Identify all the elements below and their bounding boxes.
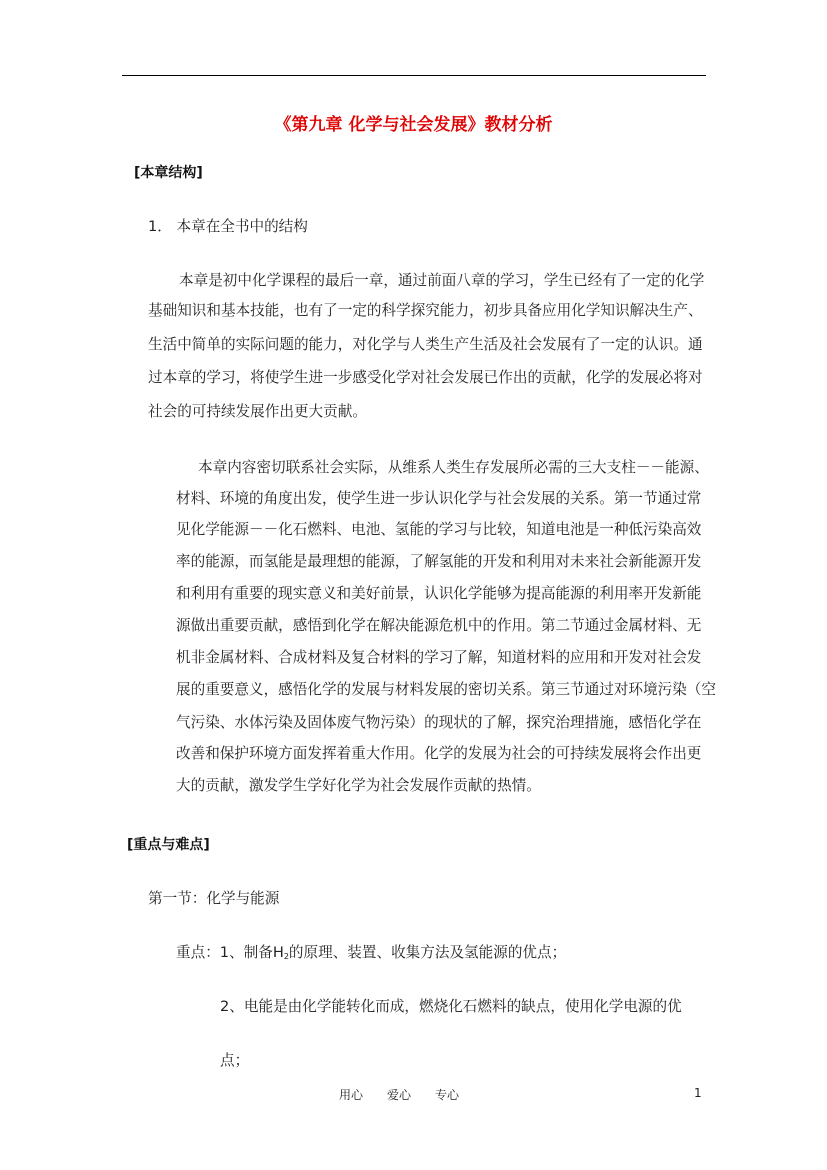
paragraph-2-line-7: 机非金属材料、合成材料及复合材料的学习了解，知道材料的应用和开发对社会发 [176, 649, 702, 666]
footer-motto: 用心 爱心 专心 [339, 1088, 460, 1102]
paragraph-2-line-6: 源做出重要贡献，感悟到化学在解决能源危机中的作用。第二节通过金属材料、无 [176, 617, 702, 634]
paragraph-2-line-11: 大的贡献，激发学生学好化学为社会发展作贡献的热情。 [176, 777, 541, 794]
paragraph-1-line-5: 社会的可持续发展作出更大贡献。 [148, 403, 367, 420]
paragraph-2-line-10: 改善和保护环境方面发挥着重大作用。化学的发展为社会的可持续发展将会作出更 [176, 745, 702, 762]
paragraph-2-line-4: 率的能源，而氢能是最理想的能源，了解氢能的开发和利用对未来社会新能源开发 [176, 553, 702, 570]
key-point-1-suffix: 的原理、装置、收集方法及氢能源的优点； [288, 944, 567, 961]
paragraph-2-line-5: 和利用有重要的现实意义和美好前景，认识化学能够为提高能源的利用率开发新能 [176, 585, 702, 602]
document-title: 《第九章 化学与社会发展》教材分析 [274, 115, 553, 135]
header-rule [122, 75, 706, 76]
paragraph-2-line-8: 展的重要意义，感悟化学的发展与材料发展的密切关系。第三节通过对环境污染（空 [176, 681, 716, 698]
key-point-1 [176, 941, 566, 962]
paragraph-1-line-3: 生活中简单的实际问题的能力，对化学与人类生产生活及社会发展有了一定的认识。通 [148, 336, 703, 353]
section-heading-key-points: [重点与难点] [127, 837, 210, 853]
key-point-2-line-1: 2、电能是由化学能转化而成，燃烧化石燃料的缺点，使用化学电源的优 [220, 998, 682, 1015]
lesson-1-heading: 第一节：化学与能源 [148, 890, 280, 907]
page-number: 1 [694, 1086, 702, 1100]
paragraph-2-line-1: 本章内容密切联系社会实际，从维系人类生存发展所必需的三大支柱－－能源、 [198, 459, 709, 476]
section-heading-structure: [本章结构] [134, 165, 203, 181]
paragraph-2-line-3: 见化学能源－－化石燃料、电池、氢能的学习与比较，知道电池是一种低污染高效 [176, 521, 702, 538]
list-item-structure: 1． 本章在全书中的结构 [148, 218, 308, 235]
paragraph-1-line-1: 本章是初中化学课程的最后一章，通过前面八章的学习，学生已经有了一定的化学 [179, 272, 705, 289]
paragraph-1-line-4: 过本章的学习，将使学生进一步感受化学对社会发展已作出的贡献，化学的发展必将对 [148, 369, 703, 386]
key-point-1-prefix: 重点：1、制备H [176, 944, 284, 961]
paragraph-1-line-2: 基础知识和基本技能，也有了一定的科学探究能力，初步具备应用化学知识解决生产、 [148, 302, 703, 319]
key-point-2-line-2: 点； [220, 1052, 250, 1069]
paragraph-2-line-9: 气污染、水体污染及固体废气物污染）的现状的了解，探究治理措施，感悟化学在 [176, 714, 702, 731]
key-point-1-subscript: 2 [283, 952, 289, 961]
paragraph-2-line-2: 材料、环境的角度出发，使学生进一步认识化学与社会发展的关系。第一节通过常 [176, 490, 702, 507]
